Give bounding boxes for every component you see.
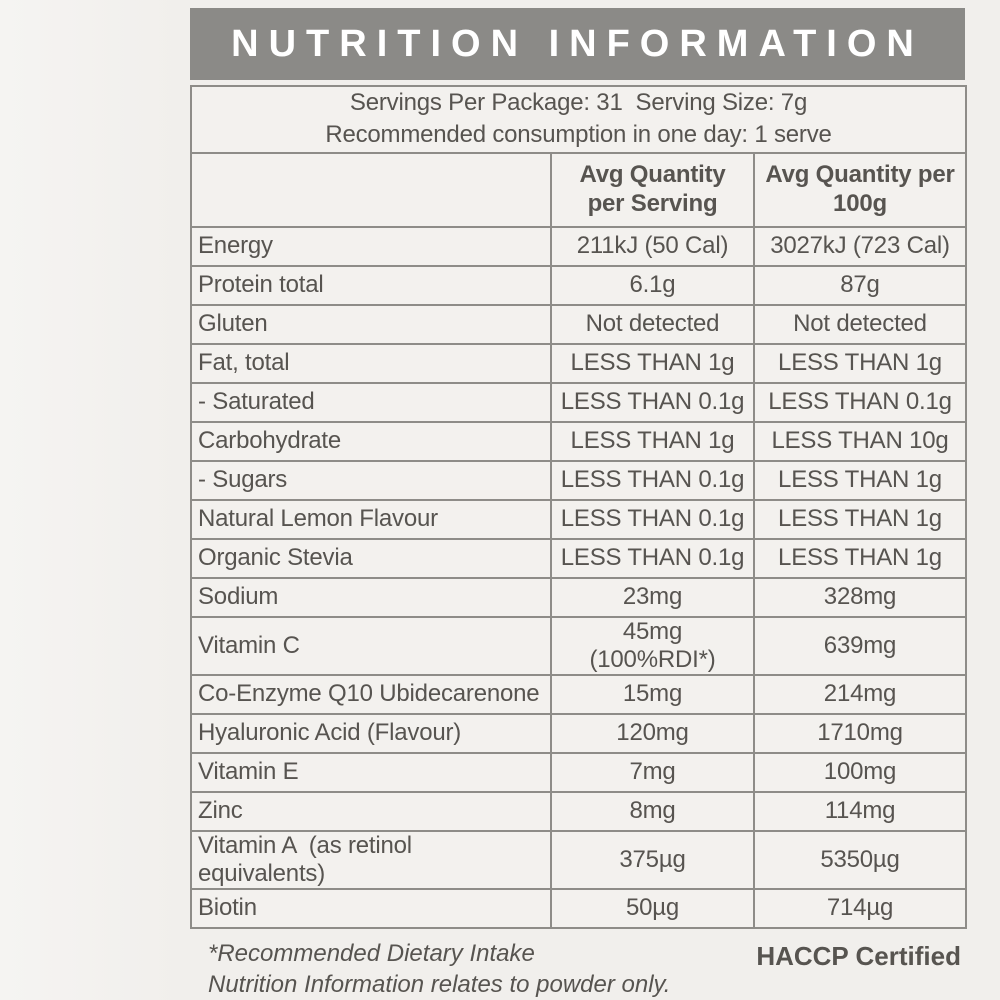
value-per-serving: 15mg: [551, 675, 754, 714]
table-row: [191, 422, 966, 461]
title-band: [190, 8, 965, 80]
value-per-100g: 639mg: [754, 617, 966, 675]
table-row: [191, 500, 966, 539]
table-row: [191, 889, 966, 928]
table-row: [191, 266, 966, 305]
value-per-100g: LESS THAN 1g: [754, 344, 966, 383]
value-per-100g: 5350µg: [754, 831, 966, 889]
powder-footnote: Nutrition Information relates to powder only.: [208, 970, 671, 998]
nutrition-table: [190, 85, 967, 929]
nutrient-label: - Sugars: [191, 461, 551, 500]
nutrient-label: Natural Lemon Flavour: [191, 500, 551, 539]
value-per-serving: LESS THAN 0.1g: [551, 539, 754, 578]
column-header-label: [191, 153, 551, 227]
panel-title: NUTRITION INFORMATION: [231, 22, 924, 65]
nutrient-label: Vitamin E: [191, 753, 551, 792]
value-per-100g: 87g: [754, 266, 966, 305]
table-row: [191, 792, 966, 831]
nutrient-label: - Saturated: [191, 383, 551, 422]
rdi-footnote: *Recommended Dietary Intake: [208, 939, 535, 967]
nutrient-label: Organic Stevia: [191, 539, 551, 578]
nutrient-label: Hyaluronic Acid (Flavour): [191, 714, 551, 753]
nutrient-rows: [191, 227, 966, 928]
nutrient-label: Gluten: [191, 305, 551, 344]
table-row: [191, 227, 966, 266]
value-per-100g: 714µg: [754, 889, 966, 928]
value-per-serving: 211kJ (50 Cal): [551, 227, 754, 266]
nutrition-panel: [190, 8, 965, 1000]
value-per-100g: 114mg: [754, 792, 966, 831]
table-row: [191, 383, 966, 422]
recommended-consumption: Recommended consumption in one day: 1 serve: [325, 121, 832, 149]
column-header-per-100g: Avg Quantity per 100g: [754, 153, 966, 227]
footer: [190, 938, 965, 1000]
value-per-serving: 6.1g: [551, 266, 754, 305]
nutrient-label: Energy: [191, 227, 551, 266]
column-header-row: [191, 153, 966, 227]
nutrient-label: Zinc: [191, 792, 551, 831]
nutrient-label: Protein total: [191, 266, 551, 305]
nutrient-label: Sodium: [191, 578, 551, 617]
nutrient-label: Biotin: [191, 889, 551, 928]
value-per-serving: 50µg: [551, 889, 754, 928]
table-row: [191, 831, 966, 889]
value-per-100g: LESS THAN 1g: [754, 539, 966, 578]
value-per-100g: 328mg: [754, 578, 966, 617]
footnotes: [190, 938, 670, 1000]
value-per-serving: 120mg: [551, 714, 754, 753]
nutrient-label: Fat, total: [191, 344, 551, 383]
table-row: [191, 539, 966, 578]
value-per-100g: 214mg: [754, 675, 966, 714]
value-per-100g: 100mg: [754, 753, 966, 792]
value-per-serving: 45mg (100%RDI*): [551, 617, 754, 675]
value-per-100g: LESS THAN 1g: [754, 500, 966, 539]
table-row: [191, 753, 966, 792]
value-per-serving: 7mg: [551, 753, 754, 792]
value-per-100g: 3027kJ (723 Cal): [754, 227, 966, 266]
table-row: [191, 617, 966, 675]
value-per-serving: LESS THAN 0.1g: [551, 500, 754, 539]
value-per-serving: LESS THAN 0.1g: [551, 461, 754, 500]
nutrient-label: Vitamin C: [191, 617, 551, 675]
value-per-serving: 8mg: [551, 792, 754, 831]
value-per-100g: LESS THAN 1g: [754, 461, 966, 500]
value-per-100g: 1710mg: [754, 714, 966, 753]
table-row: [191, 305, 966, 344]
haccp-certified-label: HACCP Certified: [756, 940, 961, 971]
value-per-serving: LESS THAN 0.1g: [551, 383, 754, 422]
servings-per-package: Servings Per Package: 31 Serving Size: 7g: [349, 89, 808, 116]
value-per-100g: LESS THAN 10g: [754, 422, 966, 461]
value-per-serving: 23mg: [551, 578, 754, 617]
table-row: [191, 578, 966, 617]
nutrient-label: Vitamin A (as retinol equivalents): [191, 831, 551, 889]
table-row: [191, 461, 966, 500]
nutrient-label: Co-Enzyme Q10 Ubidecarenone: [191, 675, 551, 714]
value-per-serving: LESS THAN 1g: [551, 422, 754, 461]
value-per-serving: Not detected: [551, 305, 754, 344]
column-header-per-serving: Avg Quantity per Serving: [551, 153, 754, 227]
table-row: [191, 344, 966, 383]
nutrient-label: Carbohydrate: [191, 422, 551, 461]
value-per-100g: Not detected: [754, 305, 966, 344]
table-row: [191, 675, 966, 714]
value-per-100g: LESS THAN 0.1g: [754, 383, 966, 422]
table-row: [191, 714, 966, 753]
serving-info-row: [191, 86, 966, 153]
value-per-serving: 375µg: [551, 831, 754, 889]
value-per-serving: LESS THAN 1g: [551, 344, 754, 383]
serving-info: [191, 86, 966, 153]
